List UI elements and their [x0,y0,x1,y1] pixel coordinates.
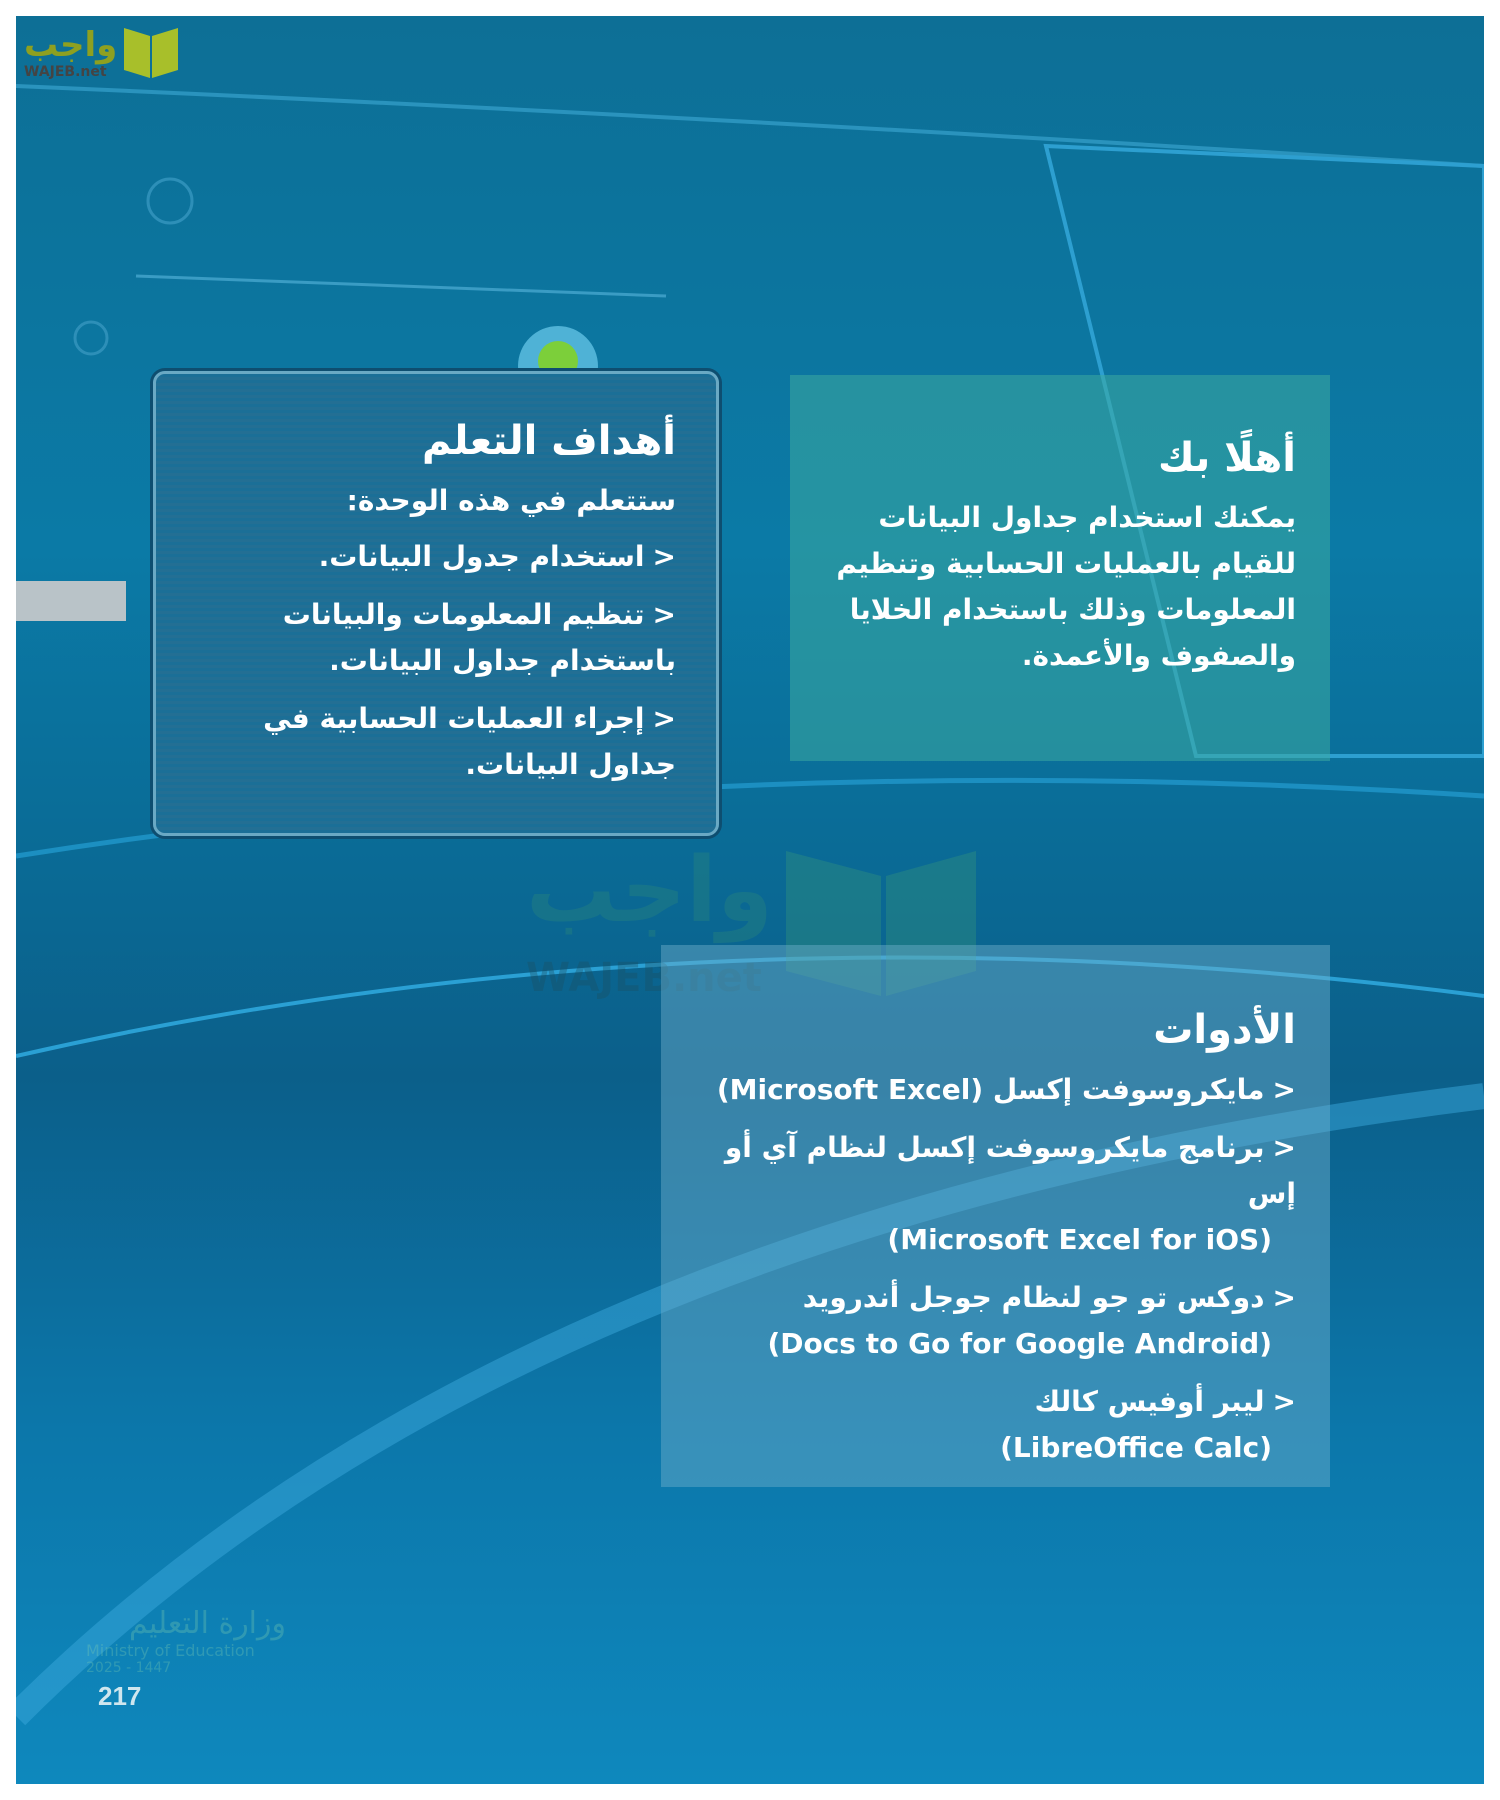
svg-text:WAJEB.net: WAJEB.net [526,955,762,1001]
welcome-panel [790,375,1330,761]
goal-item: <استخدام جدول البيانات. [318,540,676,573]
page-background [16,16,1484,1784]
tool-item: <ليبر أوفيس كالك (LibreOffice Calc) [1000,1385,1296,1464]
welcome-title: أهلًا بك [1157,435,1296,481]
ministry-logo: وزارة التعليم Ministry of Education 2025 - 1447 [86,1606,286,1676]
svg-text:WAJEB.net: WAJEB.net [24,64,107,80]
tool-item: <دوكس تو جو لنظام جوجل أندرويد (Docs to Go for Google Android) [767,1281,1296,1360]
svg-text:واجب: واجب [24,25,118,65]
page-number: 217 [98,1681,142,1711]
goal-item: <إجراء العمليات الحسابية في جداول البيانات. [263,702,676,781]
learning-goals-title: أهداف التعلم [422,418,676,464]
learning-goals-intro: ستتعلم في هذه الوحدة: [346,484,676,517]
learning-goals-panel [153,371,719,836]
goal-item: <تنظيم المعلومات والبيانات باستخدام جداول البيانات. [282,598,676,677]
book-logo-icon [24,20,204,82]
welcome-body: يمكنك استخدام جداول البيانات للقيام بالعمليات الحسابية وتنظيم المعلومات وذلك باستخدام الخلايا والصفوف والأعمدة. [836,501,1296,672]
wajeb-logo [24,20,204,86]
tools-panel [661,945,1330,1487]
tools-title: الأدوات [1153,1007,1296,1053]
tool-item: <مايكروسوفت إكسل (Microsoft Excel) [716,1073,1296,1106]
svg-text:واجب: واجب [526,838,773,943]
tool-item: <برنامج مايكروسوفت إكسل لنظام آي أو إس (Microsoft Excel for iOS) [724,1131,1296,1256]
